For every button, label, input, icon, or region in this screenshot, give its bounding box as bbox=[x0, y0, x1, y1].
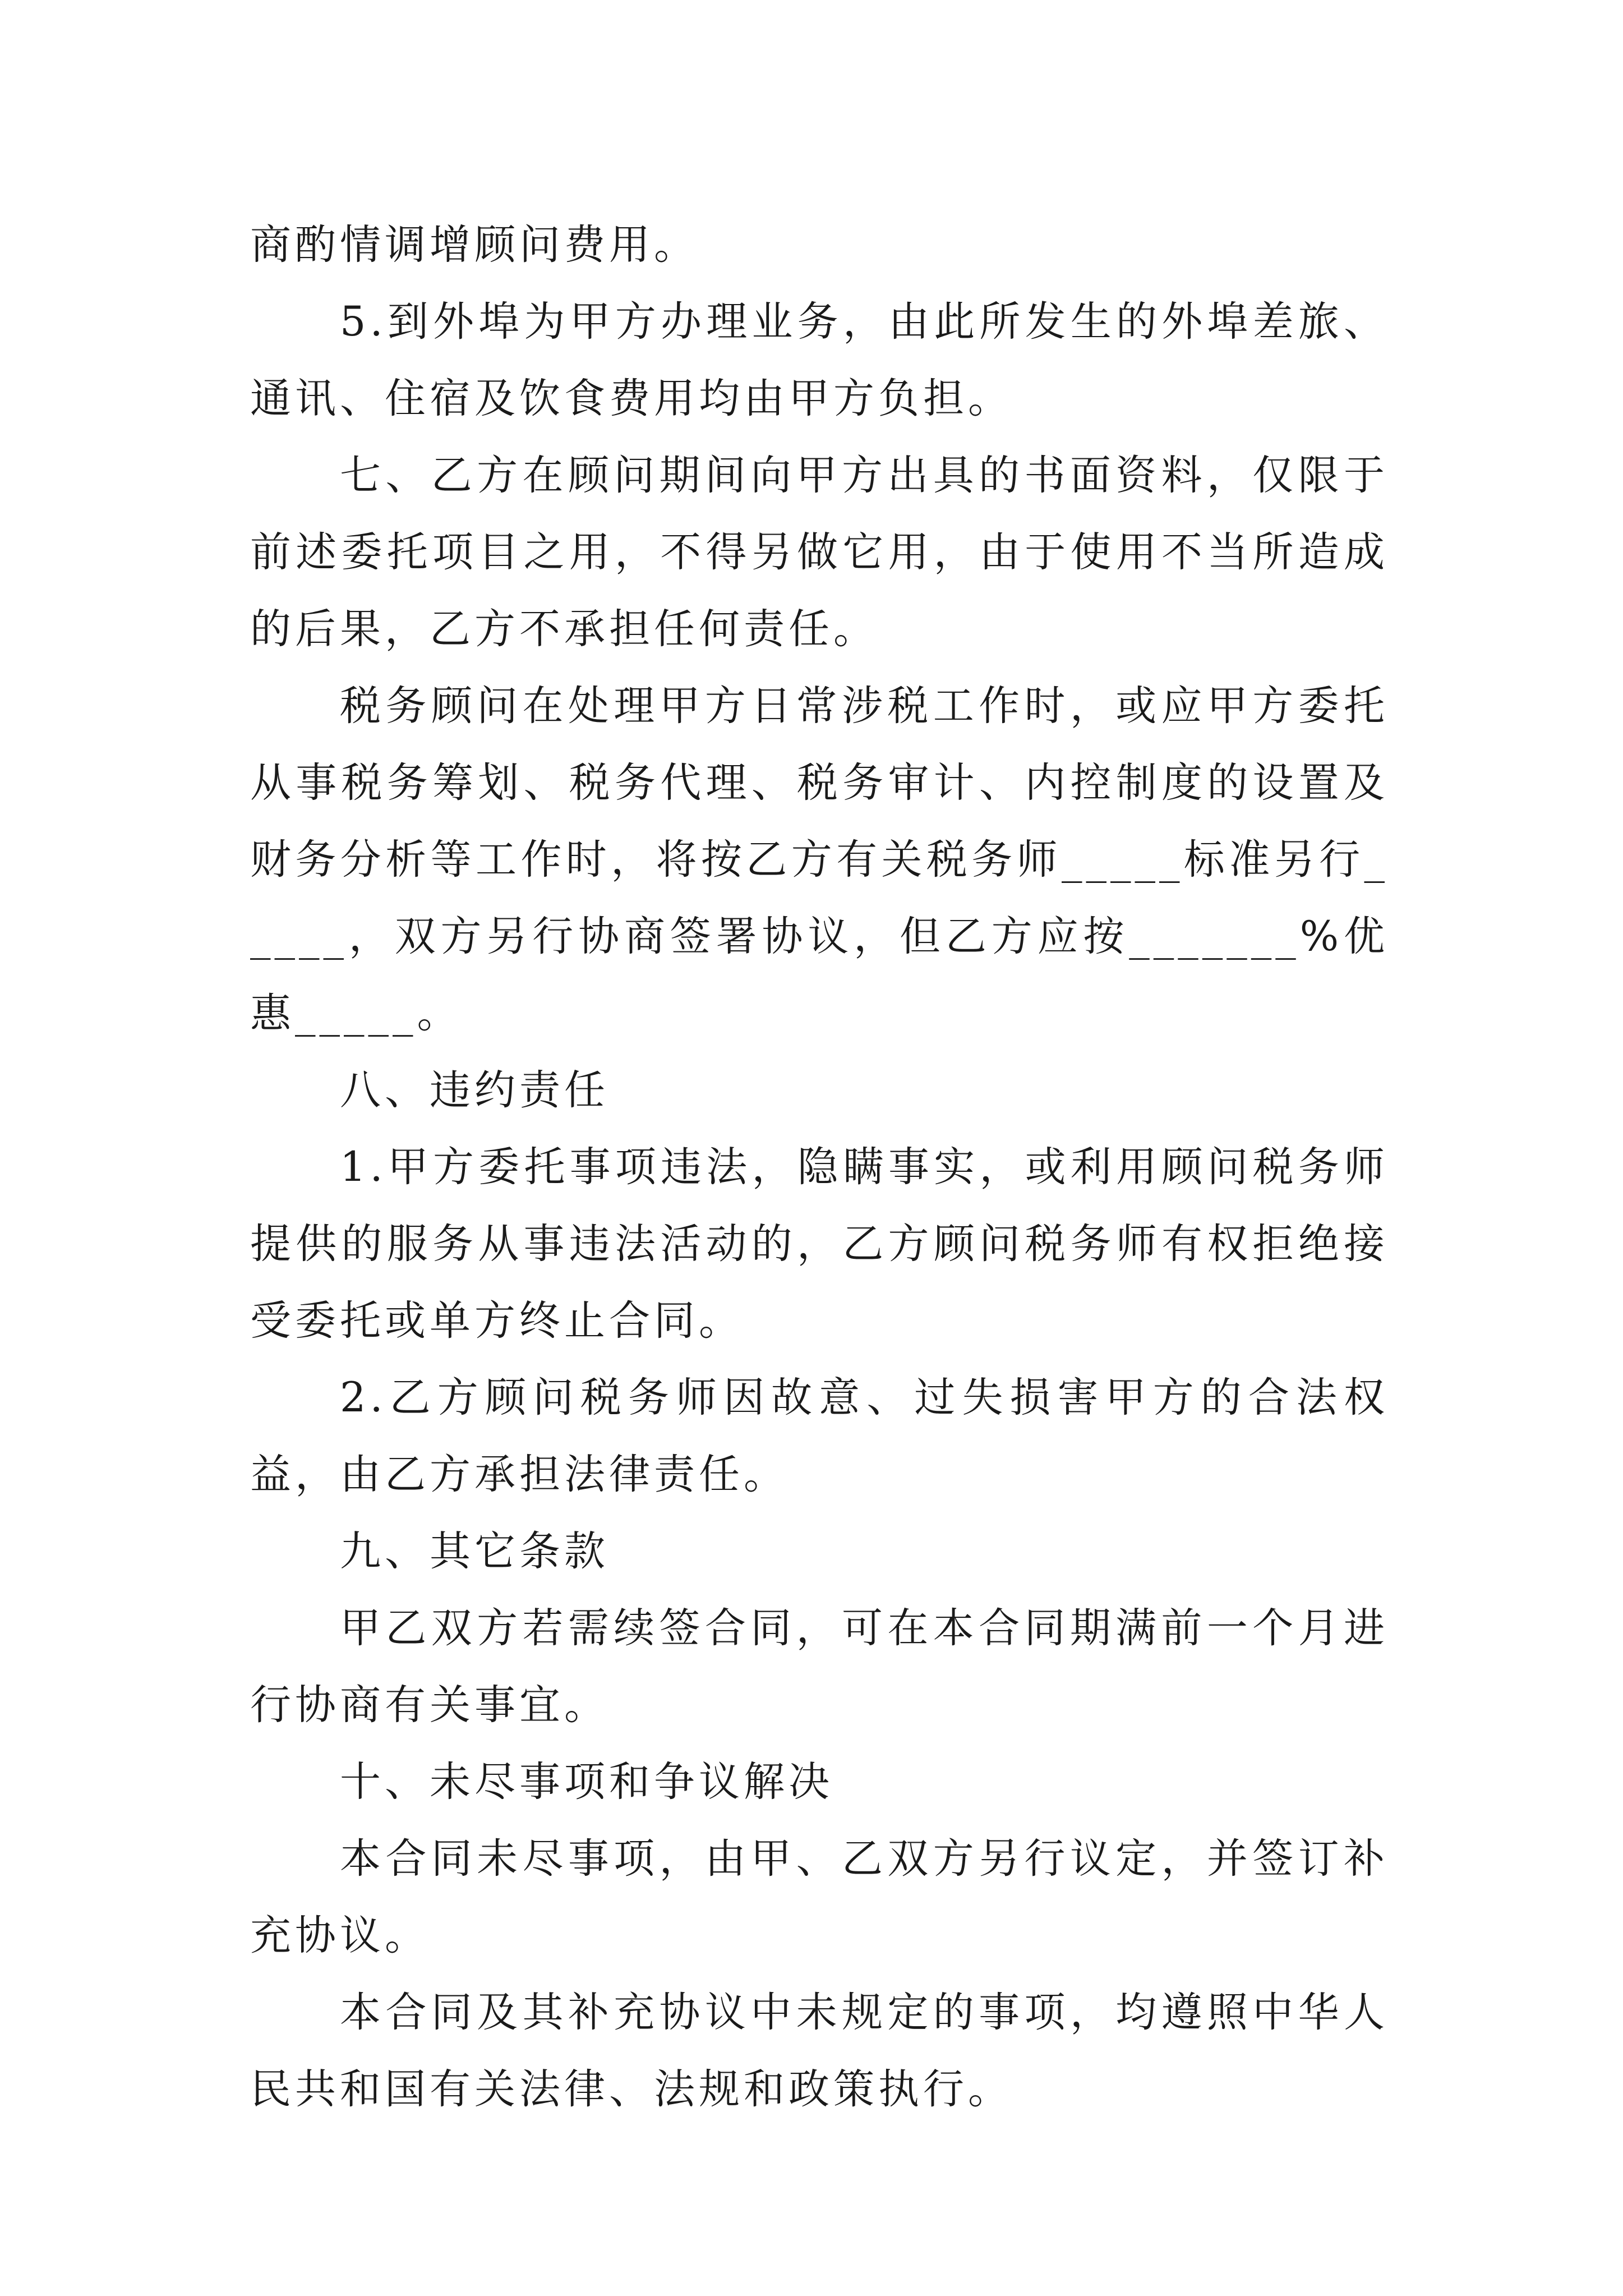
paragraph-supplementary-agreement: 本合同未尽事项，由甲、乙双方另行议定，并签订补充协议。 bbox=[250, 1835, 1389, 1959]
paragraph-liability-item-1: 1.甲方委托事项违法，隐瞒事实，或利用顾问税务师提供的服务从事违法活动的，乙方顾问税务师有权拒绝接受委托或单方终止合同。 bbox=[250, 1143, 1389, 1345]
heading-section-9-other-terms: 九、其它条款 bbox=[340, 1527, 609, 1575]
paragraph-tax-consultant-services: 税务顾问在处理甲方日常涉税工作时，或应甲方委托从事税务筹划、税务代理、税务审计、内控制度的设置及财务分析等工作时，将按乙方有关税务师_____标准另行_____，双方另行协商签署协议，但乙方应按_______%优惠_____。 bbox=[250, 682, 1389, 1037]
heading-section-10-disputes: 十、未尽事项和争议解决 bbox=[340, 1758, 833, 1806]
paragraph-section-7-written-materials: 七、乙方在顾问期间向甲方出具的书面资料，仅限于前述委托项目之用，不得另做它用，由于使用不当所造成的后果，乙方不承担任何责任。 bbox=[250, 452, 1389, 653]
document-body bbox=[250, 206, 1389, 2128]
paragraph-applicable-law: 本合同及其补充协议中未规定的事项，均遵照中华人民共和国有关法律、法规和政策执行。 bbox=[250, 1989, 1389, 2113]
heading-section-8-liability: 八、违约责任 bbox=[340, 1066, 609, 1114]
paragraph-contract-renewal: 甲乙双方若需续签合同，可在本合同期满前一个月进行协商有关事宜。 bbox=[250, 1604, 1389, 1729]
paragraph-travel-expenses: 5.到外埠为甲方办理业务，由此所发生的外埠差旅、通讯、住宿及饮食费用均由甲方负担。 bbox=[250, 298, 1389, 422]
paragraph-liability-item-2: 2.乙方顾问税务师因故意、过失损害甲方的合法权益，由乙方承担法律责任。 bbox=[250, 1374, 1389, 1498]
paragraph-fee-adjustment-end: 商酌情调增顾问费用。 bbox=[250, 221, 699, 269]
